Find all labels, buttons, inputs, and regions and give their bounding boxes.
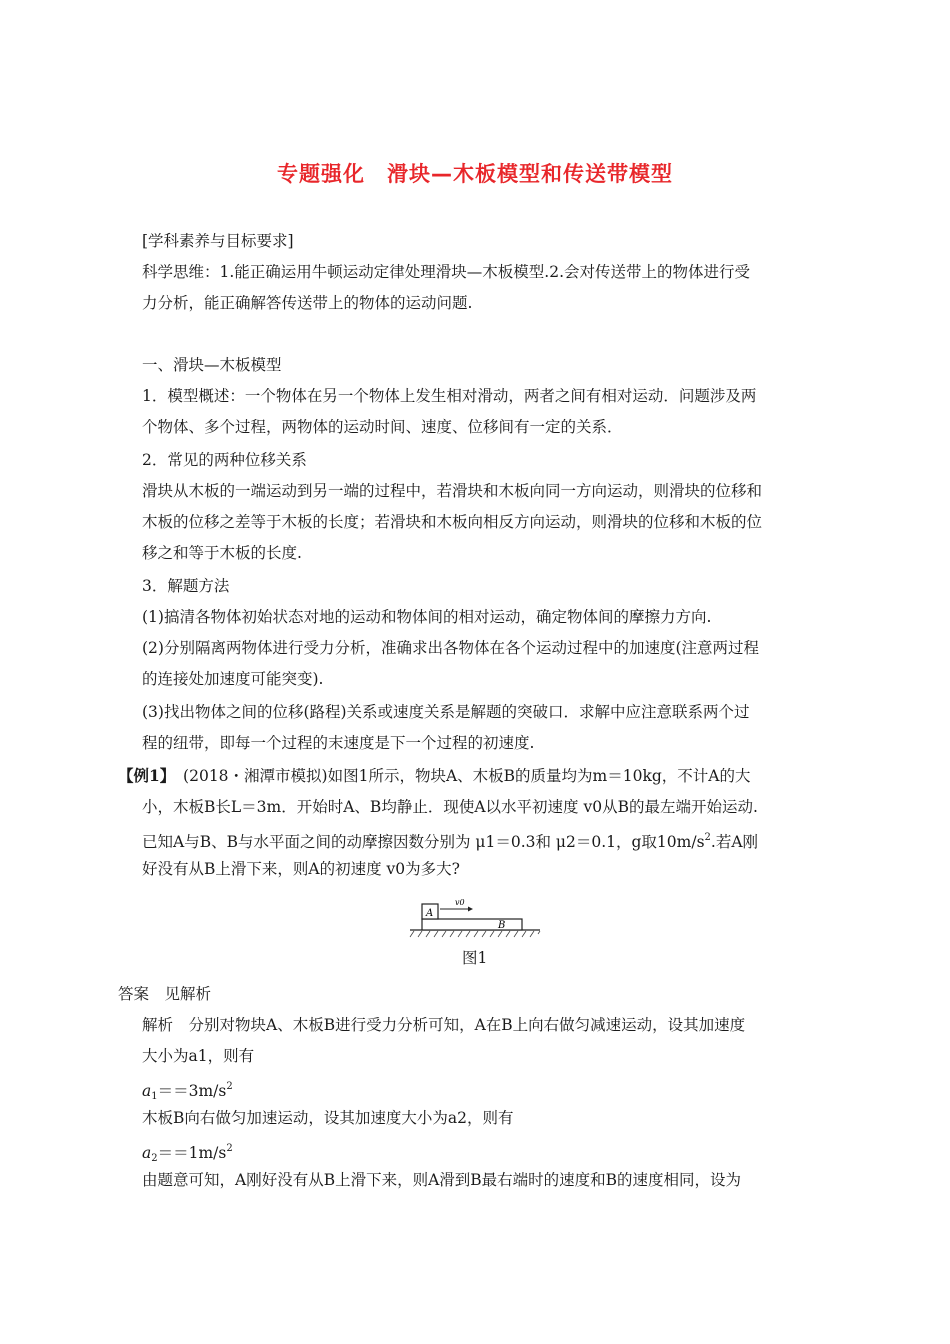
subheading: 2．常见的两种位移关系: [142, 451, 307, 469]
paragraph-line: 移之和等于木板的长度.: [142, 544, 302, 562]
superscript: 2: [226, 1081, 233, 1092]
block-board-figure: [408, 897, 542, 941]
superscript: 2: [704, 832, 711, 843]
example-line: [118, 766, 750, 786]
label-b: B: [498, 920, 506, 931]
paragraph-line: 1．模型概述：一个物体在另一个物体上发生相对滑动，两者之间有相对运动．问题涉及两: [142, 387, 757, 405]
paragraph-line: 个物体、多个过程，两物体的运动时间、速度、位移间有一定的关系．: [142, 418, 623, 436]
paragraph-line: [142, 828, 758, 852]
paragraph-line: 由题意可知，A刚好没有从B上滑下来，则A滑到B最右端时的速度和B的速度相同，设为: [142, 1171, 742, 1189]
paragraph-line: (2)分别隔离两物体进行受力分析，准确求出各物体在各个运动过程中的加速度(注意两过程: [142, 639, 760, 657]
subscript: 2: [151, 1153, 158, 1164]
equation-line: [142, 1077, 233, 1107]
paragraph-line: 好没有从B上滑下来，则A的初速度 v0为多大?: [142, 860, 460, 878]
answer-line: 答案 见解析: [118, 985, 212, 1003]
paragraph-line: 小，木板B长L＝3m．开始时A、B均静止．现使A以水平初速度 v0从B的最左端开始运动.: [142, 798, 758, 816]
section-heading: 一、滑块—木板模型: [142, 356, 282, 374]
example-text: (2018・湘潭市模拟)如图1所示，物块A、木板B的质量均为m＝10kg，不计A的大: [167, 767, 751, 785]
subheading: 3．解题方法: [142, 577, 230, 595]
paragraph-line: 的连接处加速度可能突变).: [142, 670, 324, 688]
text-part: .若A刚: [710, 833, 759, 851]
var-a: a: [142, 1082, 152, 1100]
figure-caption: 图1: [462, 949, 488, 967]
paragraph-line: 力分析，能正确解答传送带上的物体的运动问题.: [142, 294, 473, 312]
paragraph-line: (1)搞清各物体初始状态对地的运动和物体间的相对运动，确定物体间的摩擦力方向.: [142, 608, 712, 626]
superscript: 2: [226, 1143, 233, 1154]
paragraph-line: 木板的位移之差等于木板的长度；若滑块和木板向相反方向运动，则滑块的位移和木板的位: [142, 513, 763, 531]
text-part: ＝＝3m/s: [157, 1082, 227, 1100]
text-part: ＝＝1m/s: [157, 1144, 227, 1162]
page-title: 专题强化 滑块—木板模型和传送带模型: [277, 162, 673, 186]
example-label: 【例1】: [118, 766, 168, 785]
label-a: A: [426, 908, 434, 919]
paragraph-line: 解析 分别对物块A、木板B进行受力分析可知，A在B上向右做匀减速运动，设其加速度: [142, 1016, 746, 1034]
paragraph-line: 大小为a1，则有: [142, 1047, 255, 1065]
ground-hatch: [410, 931, 540, 937]
paragraph-line: 程的纽带，即每一个过程的末速度是下一个过程的初速度.: [142, 734, 535, 752]
subscript: 1: [151, 1091, 158, 1102]
paragraph-line: 木板B向右做匀加速运动，设其加速度大小为a2，则有: [142, 1109, 514, 1127]
paragraph-line: 滑块从木板的一端运动到另一端的过程中，若滑块和木板向同一方向运动，则滑块的位移和: [142, 482, 763, 500]
arrow-head: [468, 907, 473, 912]
text-part: 已知A与B、B与水平面之间的动摩擦因数分别为 μ1＝0.3和 μ2＝0.1，g取10m/s: [142, 833, 705, 851]
paragraph-line: (3)找出物体之间的位移(路程)关系或速度关系是解题的突破口．求解中应注意联系两个过: [142, 703, 750, 721]
var-a: a: [142, 1144, 152, 1162]
board-b: [422, 919, 522, 930]
label-v0: v0: [455, 898, 465, 907]
section-label: [学科素养与目标要求]: [142, 232, 294, 250]
paragraph-line: 科学思维：1.能正确运用牛顿运动定律处理滑块—木板模型.2.会对传送带上的物体进行受: [142, 263, 751, 281]
equation-line: [142, 1139, 233, 1169]
